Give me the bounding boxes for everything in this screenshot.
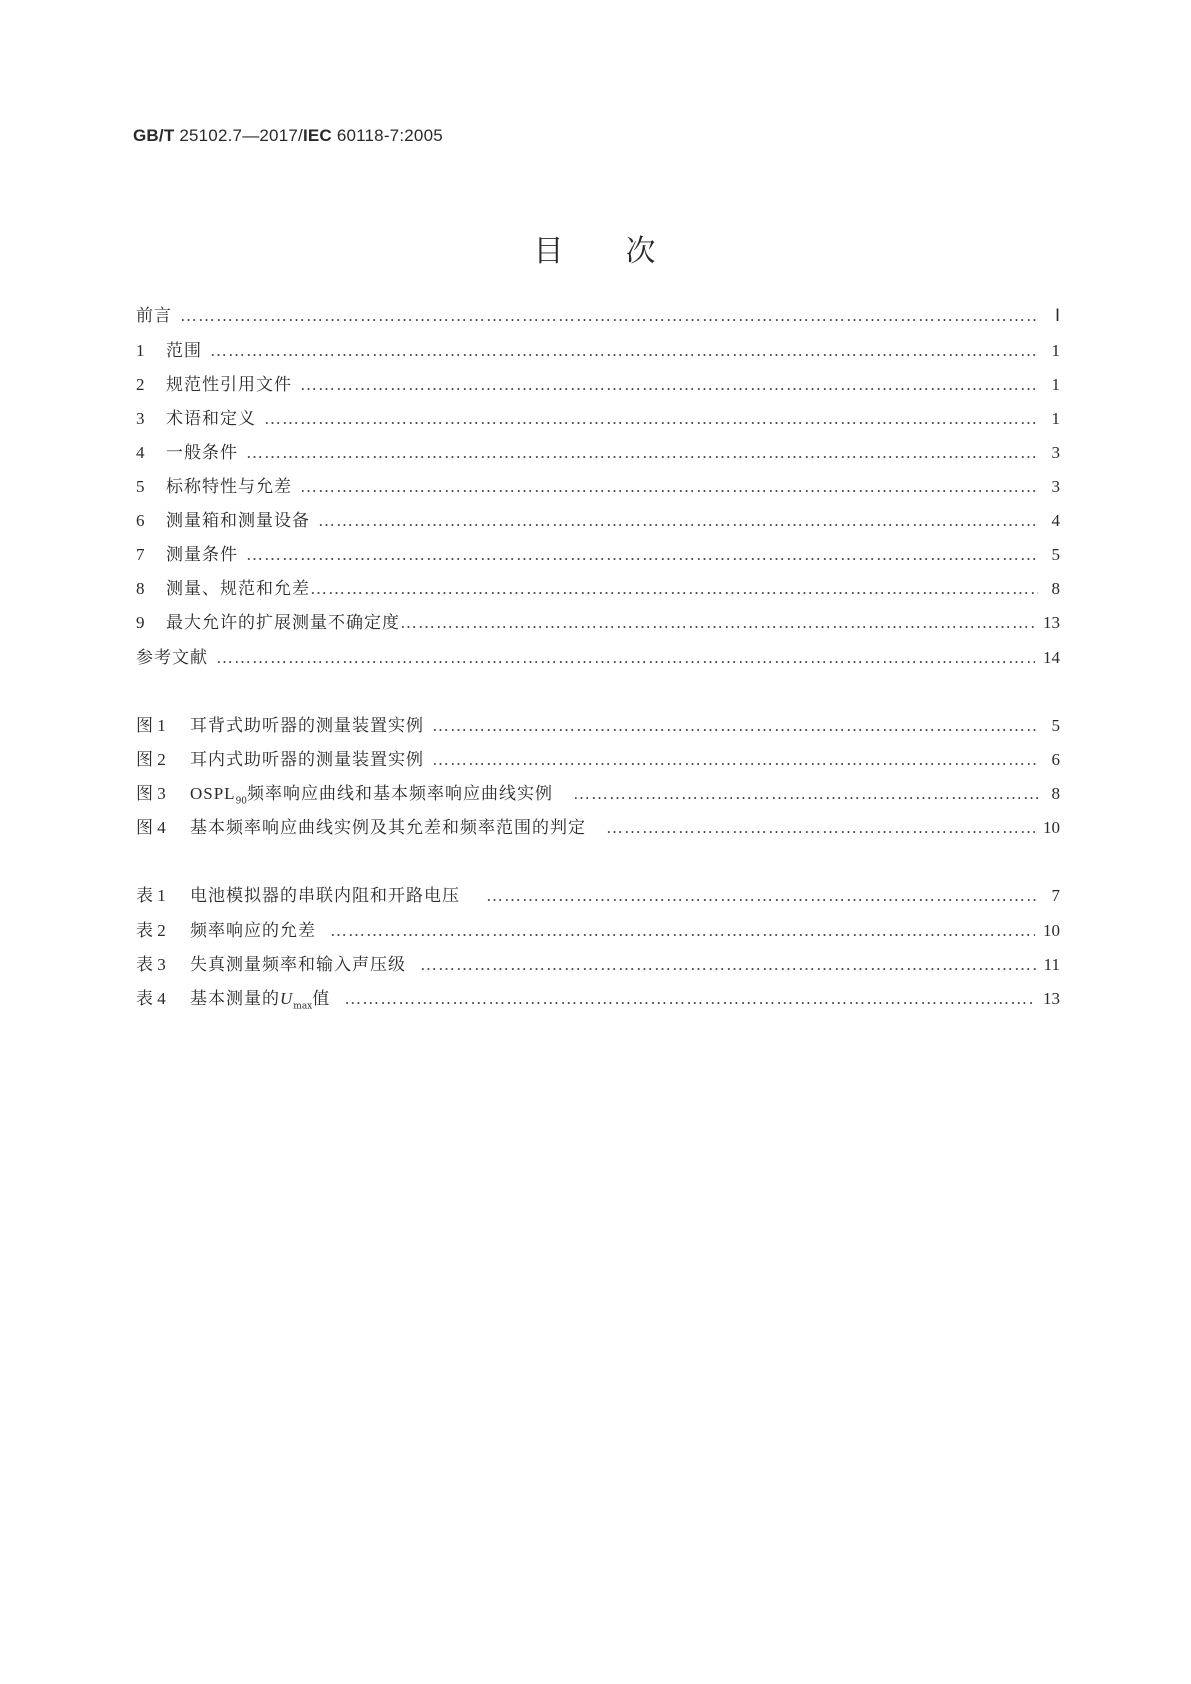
leader-dots: [310, 576, 1038, 602]
toc-entry-number: 5: [136, 477, 145, 496]
table-number: 表 1: [136, 886, 166, 905]
table-label: 电池模拟器的串联内阻和开路电压: [190, 886, 460, 906]
table-number: 表 2: [136, 921, 166, 940]
iec-prefix: IEC: [302, 126, 332, 145]
toc-entry-number: 3: [136, 409, 145, 428]
leader-dots: [432, 713, 1038, 739]
figure-label: 耳背式助听器的测量装置实例: [190, 716, 424, 736]
toc-entry-foreword[interactable]: [136, 303, 1060, 329]
toc-entry-page: 8: [1051, 579, 1060, 598]
toc-entry-3[interactable]: [136, 406, 1060, 432]
toc-entry-page: 3: [1051, 443, 1060, 462]
toc-table-3[interactable]: [136, 952, 1060, 978]
toc-entry-2[interactable]: [136, 372, 1060, 398]
leader-dots: [246, 542, 1038, 568]
toc-entry-page: 1: [1051, 341, 1060, 360]
leader-dots: [210, 338, 1038, 364]
toc-entry-page: 1: [1051, 409, 1060, 428]
table-label: 失真测量频率和输入声压级: [190, 955, 406, 975]
toc-entry-label: 规范性引用文件: [166, 375, 292, 395]
toc-entry-label: 术语和定义: [166, 409, 256, 429]
toc-entry-8[interactable]: [136, 576, 1060, 602]
table-page: 13: [1043, 989, 1060, 1008]
table-label-variable: U: [280, 989, 294, 1008]
toc-table-4[interactable]: [136, 986, 1060, 1012]
toc-entry-page: 14: [1043, 648, 1060, 667]
toc-entry-4[interactable]: [136, 440, 1060, 466]
leader-dots: [573, 781, 1038, 807]
toc-entry-page: 13: [1043, 613, 1060, 632]
toc-entry-5[interactable]: [136, 474, 1060, 500]
leader-dots: [246, 440, 1038, 466]
toc-entry-label: 最大允许的扩展测量不确定度: [166, 613, 400, 633]
leader-dots: [400, 610, 1035, 636]
leader-dots: [606, 815, 1035, 841]
toc-figure-3[interactable]: [136, 781, 1060, 807]
leader-dots: [420, 952, 1036, 978]
figure-page: 5: [1051, 716, 1060, 735]
toc-entry-label: 一般条件: [166, 443, 238, 463]
figure-label-text: 频率响应曲线和基本频率响应曲线实例: [247, 784, 554, 804]
toc-entry-label: 前言: [136, 306, 172, 326]
figure-label: 基本频率响应曲线实例及其允差和频率范围的判定: [190, 818, 586, 838]
figure-number: 图 4: [136, 818, 166, 837]
toc-entry-number: 2: [136, 375, 145, 394]
toc-entry-9[interactable]: [136, 610, 1060, 636]
leader-dots: [216, 645, 1035, 671]
std-prefix: GB/T: [133, 126, 175, 145]
figure-page: 6: [1051, 750, 1060, 769]
iec-code: 60118-7:2005: [331, 126, 443, 145]
table-label-text: 基本测量的: [190, 989, 280, 1009]
toc-entry-number: 9: [136, 613, 145, 632]
toc-entry-label: 范围: [166, 341, 202, 361]
toc-entry-label: 标称特性与允差: [166, 477, 292, 497]
leader-dots: [486, 883, 1038, 909]
toc-figure-4[interactable]: [136, 815, 1060, 841]
toc-entry-page: 4: [1051, 511, 1060, 530]
title-char-2: 次: [625, 234, 658, 269]
leader-dots: [318, 508, 1038, 534]
toc-table-2[interactable]: [136, 918, 1060, 944]
table-page: 7: [1051, 886, 1060, 905]
toc-entry-1[interactable]: [136, 338, 1060, 364]
figure-page: 8: [1051, 784, 1060, 803]
toc-entry-page: Ⅰ: [1054, 306, 1060, 325]
toc-entry-number: 4: [136, 443, 145, 462]
table-label-subscript: max: [293, 1001, 313, 1012]
figure-label-ospl: OSPL: [190, 784, 236, 803]
std-code: 25102.7—2017/: [174, 126, 303, 145]
table-label: [190, 986, 330, 1019]
toc-table-1[interactable]: [136, 883, 1060, 909]
toc-entry-label: 测量条件: [166, 545, 238, 565]
figure-number: 图 3: [136, 784, 166, 803]
toc-entry-7[interactable]: [136, 542, 1060, 568]
toc-entry-label: 参考文献: [136, 648, 208, 668]
figure-number: 图 1: [136, 716, 166, 735]
table-label: 频率响应的允差: [190, 921, 316, 941]
table-page: 11: [1043, 955, 1060, 974]
figure-label-subscript: 90: [235, 796, 248, 807]
leader-dots: [432, 747, 1038, 773]
toc-entry-number: 7: [136, 545, 145, 564]
table-number: 表 3: [136, 955, 166, 974]
page-title: [0, 226, 1191, 270]
toc-entry-label: 测量箱和测量设备: [166, 511, 310, 531]
table-label-suffix: 值: [312, 989, 331, 1009]
toc-entry-page: 1: [1051, 375, 1060, 394]
standard-number: [133, 126, 443, 146]
toc-figure-1[interactable]: [136, 713, 1060, 739]
title-char-1: 目: [533, 234, 566, 269]
table-number: 表 4: [136, 989, 166, 1008]
leader-dots: [264, 406, 1038, 432]
figure-label: [190, 781, 553, 814]
leader-dots: [300, 474, 1038, 500]
toc-entry-bibliography[interactable]: [136, 645, 1060, 671]
toc-entry-label: 测量、规范和允差: [166, 579, 310, 599]
leader-dots: [180, 303, 1038, 329]
toc-entry-6[interactable]: [136, 508, 1060, 534]
toc-figure-2[interactable]: [136, 747, 1060, 773]
toc-entry-page: 5: [1051, 545, 1060, 564]
figure-page: 10: [1043, 818, 1060, 837]
leader-dots: [344, 986, 1035, 1012]
leader-dots: [300, 372, 1038, 398]
toc-entry-number: 8: [136, 579, 145, 598]
leader-dots: [330, 918, 1035, 944]
figure-number: 图 2: [136, 750, 166, 769]
toc-entry-number: 6: [136, 511, 145, 530]
toc-entry-number: 1: [136, 341, 145, 360]
toc-entry-page: 3: [1051, 477, 1060, 496]
table-page: 10: [1043, 921, 1060, 940]
figure-label: 耳内式助听器的测量装置实例: [190, 750, 424, 770]
